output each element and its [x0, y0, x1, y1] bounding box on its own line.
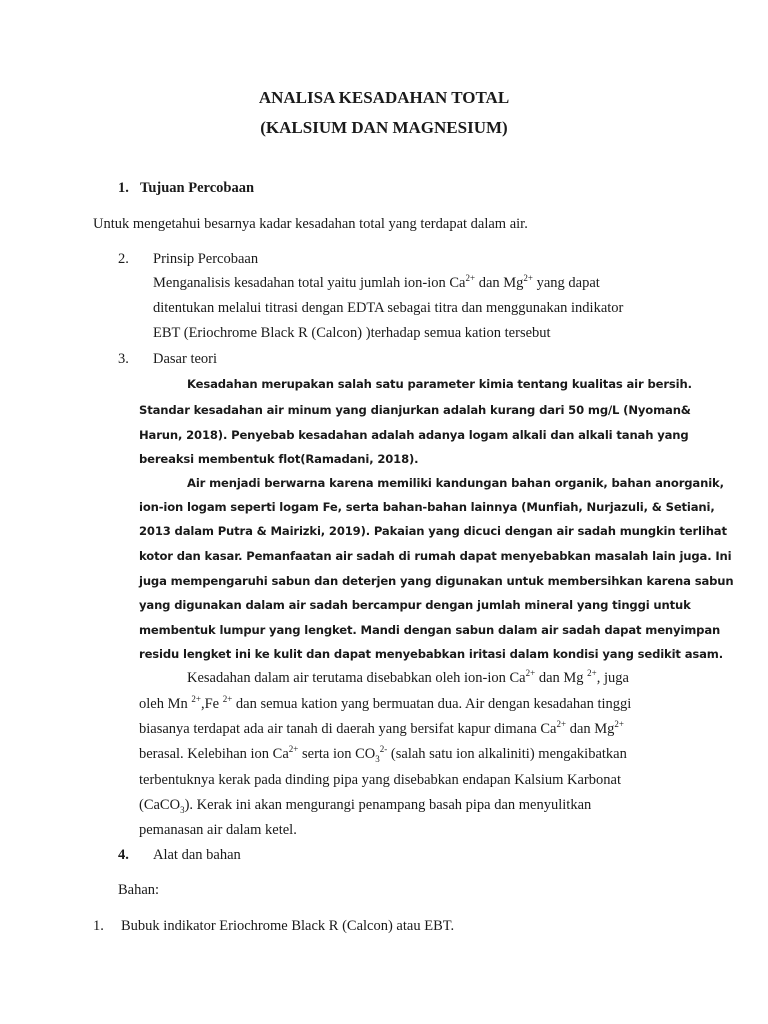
section-4-number: 4. — [118, 847, 129, 863]
theory-para2-line: membentuk lumpur yang lengket. Mandi dengan sabun dalam air sadah dapat menyimpan — [139, 623, 721, 637]
bahan-item-number: 1. — [93, 918, 104, 934]
theory-para1-line: Harun, 2018). Penyebab kesadahan adalah adanya logam alkali dan alkali tanah yang — [139, 428, 689, 442]
section-3-number: 3. — [118, 351, 129, 367]
theory-para2-line: yang digunakan dalam air sadah bercampur dengan jumlah mineral yang tinggi untuk — [139, 598, 691, 612]
section-1-number: 1. — [118, 180, 129, 196]
theory-para2-line: 2013 dalam Putra & Mairizki, 2019). Pakaian yang dicuci dengan air sadah mungkin terlihat — [139, 524, 727, 538]
theory-para2-line: kotor dan kasar. Pemanfaatan air sadah di rumah dapat menyebabkan masalah lain juga. Ini — [139, 549, 732, 563]
theory-para3-line-7: pemanasan air dalam ketel. — [139, 822, 297, 838]
section-3-heading: Dasar teori — [153, 351, 218, 367]
theory-para2-line: residu lengket ini ke kulit dan dapat menyebabkan iritasi dalam kondisi yang sedikit asam. — [139, 647, 723, 661]
theory-para2-line: Air menjadi berwarna karena memiliki kandungan bahan organik, bahan anorganik, — [187, 476, 724, 490]
theory-para3-line-6: (CaCO$_3$). Kerak ini akan mengurangi penampang basah pipa dan menyulitkan — [139, 797, 592, 815]
section-2-line-1: Menganalisis kesadahan total yaitu jumlah ion-ion $Ca^{2+}$ dan $Mg^{2+}$ yang dapat — [153, 273, 600, 291]
theory-para3-line-3: biasanya terdapat ada air tanah di daerah yang bersifat kapur dimana $Ca^{2+}$ dan $Mg^{2+}$ — [139, 719, 624, 737]
section-2-line-3: EBT (Eriochrome Black R (Calcon) )terhadap semua kation tersebut — [153, 325, 551, 341]
bahan-item-text: Bubuk indikator Eriochrome Black R (Calcon) atau EBT. — [121, 918, 455, 934]
theory-para2-line: ion-ion logam seperti logam Fe, serta bahan-bahan lainnya (Munfiah, Nurjazuli, & Setiani, — [139, 500, 715, 514]
theory-para3-line-5: terbentuknya kerak pada dinding pipa yang disebabkan endapan Kalsium Karbonat — [139, 772, 621, 788]
section-2-line-2: ditentukan melalui titrasi dengan EDTA sebagai titra dan menggunakan indikator — [153, 300, 624, 316]
section-2-number: 2. — [118, 251, 129, 267]
section-2-heading: Prinsip Percobaan — [153, 251, 259, 267]
theory-para1-line: Standar kesadahan air minum yang dianjurkan adalah kurang dari 50 mg/L (Nyoman& — [139, 403, 691, 417]
bahan-label: Bahan: — [118, 882, 160, 898]
section-1-text: Untuk mengetahui besarnya kadar kesadahan total yang terdapat dalam air. — [93, 216, 528, 232]
theory-para3-line-1: Kesadahan dalam air terutama disebabkan oleh ion-ion $Ca^{2+}$ dan Mg $^{2+}$, juga — [187, 668, 629, 686]
theory-para3-line-4: berasal. Kelebihan ion $Ca^{2+}$ serta ion $CO_3^{2-}$ (salah satu ion alkaliniti) mengakibatkan — [139, 744, 627, 764]
theory-para2-line: juga mempengaruhi sabun dan deterjen yang digunakan untuk membersihkan karena sabun — [139, 574, 734, 588]
section-1-heading: Tujuan Percobaan — [140, 180, 255, 196]
title-line-1: ANALISA KESADAHAN TOTAL — [258, 88, 510, 107]
section-4-heading: Alat dan bahan — [153, 847, 241, 863]
theory-para3-line-2: oleh Mn $^{2+}$,Fe $^{2+}$ dan semua kation yang bermuatan dua. Air dengan kesadahan tinggi — [139, 694, 632, 712]
theory-para1-line: Kesadahan merupakan salah satu parameter kimia tentang kualitas air bersih. — [187, 377, 692, 391]
title-line-2: (KALSIUM DAN MAGNESIUM) — [260, 118, 508, 137]
theory-para1-line: bereaksi membentuk flot(Ramadani, 2018). — [139, 452, 419, 466]
